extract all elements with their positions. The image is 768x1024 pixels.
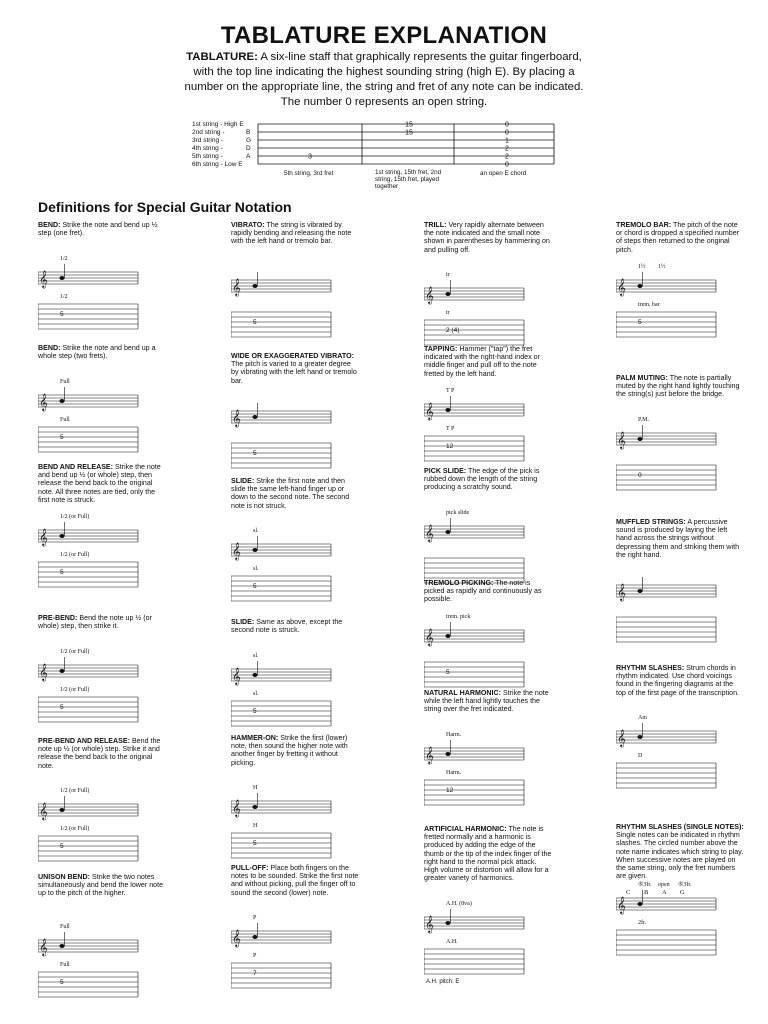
definition-text xyxy=(38,344,166,360)
string-label-2: 2nd string - xyxy=(192,129,225,136)
definition-label: BEND AND RELEASE: xyxy=(38,463,114,471)
definition-body: Strum chords in rhythm indicated. Use chord voicings found in the fingering diagrams at the top of the first page of the transcription. xyxy=(616,664,740,697)
note-name-label: G xyxy=(680,889,685,897)
svg-text:𝄞: 𝄞 xyxy=(425,403,434,420)
notation-mark-bottom: D xyxy=(638,753,643,759)
svg-text:𝄞: 𝄞 xyxy=(425,629,434,646)
notation-mark-top: A.H. (8va) xyxy=(446,900,472,907)
tablature-demo xyxy=(192,118,562,198)
svg-text:𝄞: 𝄞 xyxy=(39,664,48,681)
svg-text:𝄞: 𝄞 xyxy=(617,898,626,915)
svg-text:𝄞: 𝄞 xyxy=(39,530,48,546)
tab-fret-number: 5 xyxy=(60,433,64,441)
notation-mark-top: 1/2 (or Full) xyxy=(60,514,90,520)
definition-label: VIBRATO: xyxy=(231,221,265,229)
notation-example xyxy=(38,375,140,463)
notation-example xyxy=(424,728,526,816)
notation-example xyxy=(424,384,526,472)
definition-label: HAMMER-ON: xyxy=(231,734,279,742)
notation-mark-bottom: Full xyxy=(60,416,70,423)
definition-body: The edge of the pick is rubbed down the length of the string producing a scratchy sound. xyxy=(424,467,540,492)
definition-text xyxy=(424,345,552,378)
note-head xyxy=(59,944,64,948)
definition-body: Very rapidly alternate between the note indicated and the small note shown in parentheses by hammering on and pulling off. xyxy=(424,221,550,254)
note-head xyxy=(445,634,450,638)
definition-label: UNISON BEND: xyxy=(38,873,91,881)
caption-example-2: 1st string, 15th fret, 2nd string, 15th fret, played together xyxy=(375,169,442,191)
notation-example xyxy=(38,784,140,872)
definition-body: Bend the note up ½ (or whole) step, then strike it. xyxy=(38,614,152,631)
definition-label: TREMOLO BAR: xyxy=(616,221,672,229)
definition-body: The pitch is varied to a greater degree by vibrating with the left hand or tremolo bar. xyxy=(231,360,357,385)
tab-fret-number: 5 xyxy=(253,449,257,457)
definition-text xyxy=(38,221,166,237)
definition-body: The note is partially muted by the right hand lightly touching the string(s) just before the bridge. xyxy=(616,374,740,399)
tab-fret-number: 5 xyxy=(60,310,64,318)
notation-mark-top: trem. pick xyxy=(446,613,471,620)
notation-mark-extra: 1½ xyxy=(658,263,666,270)
notation-mark-top: P xyxy=(253,915,257,921)
definition-text xyxy=(616,374,744,399)
notation-mark-bottom: 1/2 (or Full) xyxy=(60,826,90,832)
notation-mark-top: pick slide xyxy=(446,509,470,516)
definition-19 xyxy=(616,221,744,326)
svg-text:𝄞: 𝄞 xyxy=(39,940,48,956)
svg-text:𝄞: 𝄞 xyxy=(232,279,241,296)
caption-example-3: an open E chord xyxy=(480,170,527,177)
definition-5 xyxy=(38,737,166,850)
svg-text:𝄞: 𝄞 xyxy=(232,668,241,685)
tab-fret-number: 5 xyxy=(253,840,257,847)
tab-fret-number: 5 xyxy=(446,668,450,676)
notation-mark-top: 1/2 xyxy=(60,255,68,262)
definition-body: Strike the note and bend up a whole step (two frets). xyxy=(38,344,156,361)
definition-9 xyxy=(231,477,359,590)
tab-fret-e4: 2 xyxy=(505,145,509,153)
definition-label: PRE-BEND AND RELEASE: xyxy=(38,737,130,745)
definition-body: The pitch of the note or chord is dropped a specified number of steps then returned to the original pitch. xyxy=(616,221,740,254)
tab-fret-e6: 0 xyxy=(505,161,509,169)
definition-23 xyxy=(616,823,744,927)
notation-mark-bottom: 1/2 xyxy=(60,293,68,300)
tab-fret-e1: 0 xyxy=(505,121,509,129)
definition-text xyxy=(231,618,359,634)
tab-fret-number: 5 xyxy=(638,318,642,326)
notation-example xyxy=(38,252,140,340)
tab-fret-number: 7 xyxy=(253,970,257,977)
notation-mark-top: H xyxy=(253,785,258,791)
definition-body: Single notes can be indicated in rhythm slashes. The circled number above the note name indicates which string to play. When successive notes are played on the same string, only the fret numbers are given. xyxy=(616,831,744,881)
definition-text xyxy=(424,689,552,714)
definition-body: The string is vibrated by rapidly bending and releasing the note with the left hand or tremolo bar. xyxy=(231,221,352,246)
definition-label: WIDE OR EXAGGERATED VIBRATO: xyxy=(231,352,354,360)
tab-fret-number: 12 xyxy=(446,786,454,794)
definition-text xyxy=(424,467,552,492)
definition-body: Place both fingers on the notes to be sounded. Strike the first note and without picking, pull the finger off to sound the second (lower) note. xyxy=(231,864,359,897)
tab-fret-number: 5 xyxy=(60,569,64,576)
notation-extra: A.H. pitch: E xyxy=(426,978,460,985)
note-head xyxy=(637,437,642,441)
intro-text: A six-line staff that graphically represents the guitar fingerboard, with the top line indicating the highest sounding string (high E). By placing a number on the appropriate line, the string and fret of any note can be indicated. The number 0 represents an open string. xyxy=(184,51,584,108)
note-head xyxy=(445,292,450,296)
tab-fret-number: 5 xyxy=(253,583,257,590)
string-label-6: 6th string - Low E xyxy=(192,161,243,168)
svg-text:𝄞: 𝄞 xyxy=(39,394,48,411)
definition-22 xyxy=(616,664,744,759)
definition-16 xyxy=(424,579,552,676)
notation-example xyxy=(231,524,333,612)
notation-example xyxy=(424,268,526,356)
note-name-label: A xyxy=(662,889,667,897)
definition-text xyxy=(424,221,552,254)
note-head xyxy=(252,805,257,809)
note-name-label: C xyxy=(626,889,631,897)
definition-label: ARTIFICIAL HARMONIC: xyxy=(424,825,507,833)
notation-example xyxy=(231,781,333,869)
intro-label: TABLATURE: xyxy=(186,51,258,63)
definition-body: The note is picked as rapidly and continuously as possible. xyxy=(424,579,542,604)
definition-body: Strike the note and bend up ½ (or whole) step, then release the bend back to the original note. All three notes are tied, only the first note is struck. xyxy=(38,463,161,504)
notation-example xyxy=(231,260,333,348)
notation-mark-bottom: sl. xyxy=(253,690,259,697)
tab-fret-number: 2 (4) xyxy=(446,327,460,334)
definition-13 xyxy=(424,221,552,334)
notation-mark-top: Full xyxy=(60,924,70,930)
definition-text xyxy=(231,734,359,767)
definition-body: A percussive sound is produced by laying the left hand across the strings without depressing them and striking them with the right hand. xyxy=(616,518,740,559)
definitions-title: Definitions for Special Guitar Notation xyxy=(38,199,292,215)
definition-text xyxy=(231,864,359,897)
svg-text:𝄞: 𝄞 xyxy=(232,801,241,817)
definition-body: Strike the note and bend up ½ step (one fret). xyxy=(38,221,158,238)
svg-text:𝄞: 𝄞 xyxy=(232,544,241,560)
definition-3 xyxy=(38,463,166,576)
definition-text xyxy=(38,614,166,630)
notation-mark-top: sl. xyxy=(253,528,259,534)
definition-text xyxy=(231,221,359,246)
notation-mark-bottom: 2fr. xyxy=(638,920,647,927)
note-head xyxy=(252,935,257,939)
notation-example xyxy=(38,645,140,733)
note-head xyxy=(637,284,642,288)
definition-text xyxy=(38,737,166,770)
string-label-3: 3rd string - xyxy=(192,137,224,144)
notation-mark-bottom: H xyxy=(253,823,258,829)
notation-mark-bottom: trem. bar xyxy=(638,301,660,308)
tab-fret-e2: 0 xyxy=(505,129,509,137)
note-head xyxy=(637,735,642,739)
svg-text:𝄞: 𝄞 xyxy=(39,271,48,288)
string-letter-b: B xyxy=(246,129,251,136)
definition-15 xyxy=(424,467,552,542)
definition-12 xyxy=(231,864,359,977)
svg-text:𝄞: 𝄞 xyxy=(617,731,626,747)
definition-label: RHYTHM SLASHES (SINGLE NOTES): xyxy=(616,823,744,831)
tab-fret-number: 5 xyxy=(253,318,257,326)
notation-mark-bottom: P xyxy=(253,953,257,959)
notation-mark-bottom: 1/2 (or Full) xyxy=(60,552,90,558)
definition-label: TAPPING: xyxy=(424,345,458,353)
svg-text:𝄞: 𝄞 xyxy=(425,916,434,933)
definition-label: SLIDE: xyxy=(231,477,255,485)
notation-mark-top: sl. xyxy=(253,652,259,659)
definition-body: The note is fretted normally and a harmonic is produced by adding the edge of the thumb or the tip of the index finger of the right hand to the normal pick attack. High volume or distortion will allow for a greater variety of harmonics. xyxy=(424,825,552,883)
definition-label: PULL-OFF: xyxy=(231,864,269,872)
definition-text xyxy=(424,825,552,882)
note-head xyxy=(445,752,450,756)
notation-mark-top: ⑤3fr. xyxy=(638,882,652,889)
string-letter-d: D xyxy=(246,145,251,152)
definition-label: BEND: xyxy=(38,221,61,229)
note-head xyxy=(445,921,450,925)
tab-fret-15a: 15 xyxy=(405,121,413,129)
note-head xyxy=(445,408,450,412)
tab-fret-number: 5 xyxy=(60,843,64,850)
notation-example xyxy=(616,711,718,799)
tab-fret-15b: 15 xyxy=(405,129,413,137)
note-head xyxy=(252,415,257,419)
svg-text:𝄞: 𝄞 xyxy=(617,432,626,449)
definition-body: Strike the two notes simultaneously and bend the lower note up to the pitch of the higher. xyxy=(38,873,164,898)
notation-mark-extra: ⑤3fr. xyxy=(678,882,692,889)
definition-body: Same as above, except the second note is struck. xyxy=(231,618,343,635)
notation-example xyxy=(231,391,333,479)
definition-10 xyxy=(231,618,359,715)
definition-label: PALM MUTING: xyxy=(616,374,668,382)
svg-text:𝄞: 𝄞 xyxy=(617,585,626,601)
notation-mark-top: 1/2 (or Full) xyxy=(60,648,90,655)
tab-fret-3: 3 xyxy=(308,153,312,161)
definition-11 xyxy=(231,734,359,847)
definition-20 xyxy=(616,374,744,479)
string-letter-g: G xyxy=(246,137,252,144)
note-head xyxy=(59,808,64,812)
notation-example xyxy=(231,649,333,737)
definition-18 xyxy=(424,825,552,985)
definition-17 xyxy=(424,689,552,794)
definition-text xyxy=(616,664,744,697)
tab-fret-number: 5 xyxy=(253,707,257,715)
svg-text:𝄞: 𝄞 xyxy=(617,279,626,296)
note-head xyxy=(252,284,257,288)
note-head xyxy=(637,589,642,593)
definition-4 xyxy=(38,614,166,711)
tab-fret-number: 0 xyxy=(638,471,642,479)
notation-mark-top: Am xyxy=(638,715,647,721)
notation-mark-extra: open xyxy=(658,882,670,889)
notation-example xyxy=(38,920,140,1008)
note-head xyxy=(59,669,64,673)
string-letter-a: A xyxy=(246,153,251,160)
definition-7 xyxy=(231,221,359,326)
note-head xyxy=(637,902,642,906)
svg-text:𝄞: 𝄞 xyxy=(425,288,434,304)
page-title: TABLATURE EXPLANATION xyxy=(220,22,548,49)
definition-text xyxy=(616,823,744,880)
notation-mark-top: 1/2 (or Full) xyxy=(60,788,90,794)
definition-label: NATURAL HARMONIC: xyxy=(424,689,501,697)
note-head xyxy=(59,534,64,538)
definition-label: PICK SLIDE: xyxy=(424,467,467,475)
notation-mark-top: 1½ xyxy=(638,263,646,270)
notation-example xyxy=(616,878,718,966)
definition-text xyxy=(616,518,744,559)
svg-text:𝄞: 𝄞 xyxy=(232,410,241,427)
definition-label: TRILL: xyxy=(424,221,447,229)
definition-label: RHYTHM SLASHES: xyxy=(616,664,685,672)
note-name-label: B xyxy=(644,889,649,897)
svg-text:𝄞: 𝄞 xyxy=(232,931,241,947)
notation-mark-bottom: tr xyxy=(446,310,450,316)
note-head xyxy=(252,673,257,677)
notation-mark-bottom: A.H. xyxy=(446,938,458,945)
definition-label: MUFFLED STRINGS: xyxy=(616,518,686,526)
definition-body: Bend the note up ½ (or whole) step. Strike it and release the bend back to the original note. xyxy=(38,737,161,770)
notation-example xyxy=(38,510,140,598)
definition-body: Strike the note while the left hand lightly touches the string over the fret indicated. xyxy=(424,689,549,714)
caption-example-1: 5th string, 3rd fret xyxy=(284,170,334,177)
definition-14 xyxy=(424,345,552,450)
definition-text xyxy=(38,873,166,898)
notation-mark-top: T P xyxy=(446,387,455,394)
notation-mark-bottom: Full xyxy=(60,962,70,968)
note-head xyxy=(59,399,64,403)
notation-example xyxy=(424,897,526,985)
definition-label: SLIDE: xyxy=(231,618,255,626)
tab-fret-number: 5 xyxy=(60,703,64,711)
notation-example xyxy=(231,911,333,999)
definition-8 xyxy=(231,352,359,457)
note-head xyxy=(252,548,257,552)
definition-2 xyxy=(38,344,166,441)
svg-text:𝄞: 𝄞 xyxy=(425,747,434,764)
definition-label: BEND: xyxy=(38,344,61,352)
tab-fret-e5: 2 xyxy=(505,153,509,161)
notation-mark-top: tr xyxy=(446,272,450,278)
notation-example xyxy=(616,413,718,501)
definition-label: TREMOLO PICKING: xyxy=(424,579,494,587)
definition-body: Strike the first (lower) note, then sound the higher note with another finger by fretting it without picking. xyxy=(231,734,348,767)
string-label-4: 4th string - xyxy=(192,145,223,152)
definition-text xyxy=(616,221,744,254)
definition-6 xyxy=(38,873,166,986)
intro-paragraph xyxy=(180,50,588,110)
string-label-1: 1st string - High E xyxy=(192,121,244,128)
tab-fret-number: 12 xyxy=(446,442,454,450)
definition-text xyxy=(231,477,359,510)
notation-mark-bottom: Harm. xyxy=(446,769,462,776)
notation-mark-top: P.M. xyxy=(638,416,650,423)
definition-1 xyxy=(38,221,166,318)
notation-mark-bottom: 1/2 (or Full) xyxy=(60,686,90,693)
notation-mark-top: Full xyxy=(60,378,70,385)
note-head xyxy=(445,530,450,534)
definition-text xyxy=(424,579,552,604)
definition-body: Hammer ("tap") the fret indicated with the right-hand index or middle finger and pull off to the note fretted by the left hand. xyxy=(424,345,540,378)
notation-example xyxy=(616,565,718,653)
tab-fret-e3: 1 xyxy=(505,137,509,145)
definition-body: Strike the first note and then slide the same left-hand finger up or down to the second note. The second note is not struck. xyxy=(231,477,350,510)
notation-example xyxy=(424,610,526,698)
svg-text:𝄞: 𝄞 xyxy=(39,804,48,820)
notation-mark-bottom: sl. xyxy=(253,566,259,572)
notation-mark-top: Harm. xyxy=(446,731,462,738)
definition-text xyxy=(231,352,359,385)
notation-example xyxy=(616,260,718,348)
definition-21 xyxy=(616,518,744,601)
definition-text xyxy=(38,463,166,504)
notation-mark-bottom: T P xyxy=(446,425,455,432)
svg-text:𝄞: 𝄞 xyxy=(425,525,434,542)
tab-fret-number: 5 xyxy=(60,979,64,986)
note-head xyxy=(59,276,64,280)
string-label-5: 5th string - xyxy=(192,153,223,160)
definition-label: PRE-BEND: xyxy=(38,614,78,622)
